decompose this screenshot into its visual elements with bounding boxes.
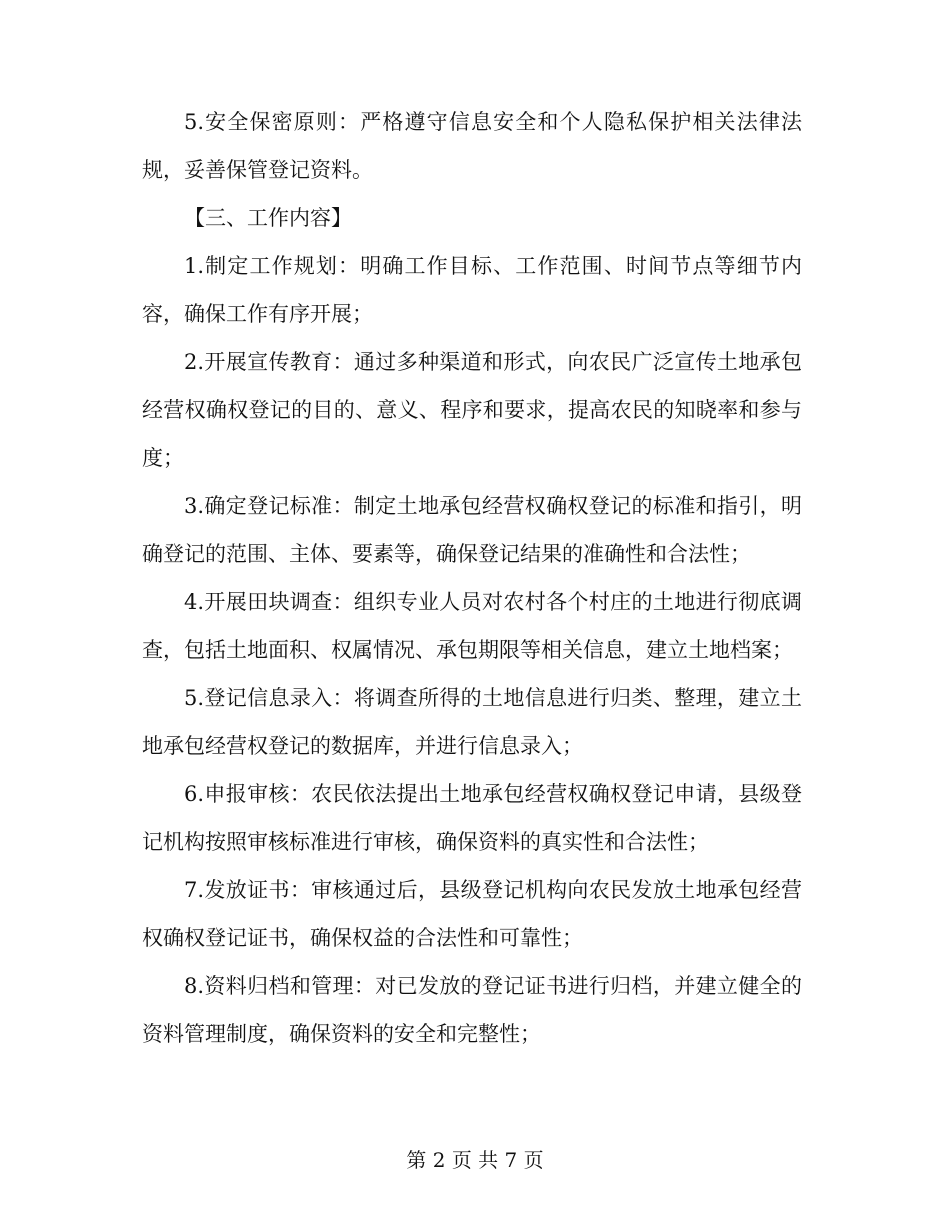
paragraph-work-plan: 1.制定工作规划：明确工作目标、工作范围、时间节点等细节内容，确保工作有序开展；: [142, 254, 802, 326]
paragraph-application-review: 6.申报审核：农民依法提出土地承包经营权确权登记申请，县级登记机构按照审核标准进行审核，确保资料的真实性和合法性；: [142, 782, 802, 854]
page-number-footer: 第 2 页 共 7 页: [406, 1148, 544, 1172]
paragraph-registration-standard: 3.确定登记标准：制定土地承包经营权确权登记的标准和指引，明确登记的范围、主体、要素等，确保登记结果的准确性和合法性；: [142, 494, 802, 566]
paragraph-archive-management: 8.资料归档和管理：对已发放的登记证书进行归档，并建立健全的资料管理制度，确保资料的安全和完整性；: [142, 974, 802, 1046]
paragraph-data-entry: 5.登记信息录入：将调查所得的土地信息进行归类、整理，建立土地承包经营权登记的数据库，并进行信息录入；: [142, 686, 802, 758]
paragraph-security-principle: 5.安全保密原则：严格遵守信息安全和个人隐私保护相关法律法规，妥善保管登记资料。: [142, 110, 802, 182]
document-body: [142, 98, 802, 1058]
paragraph-certificate-issuance: 7.发放证书：审核通过后，县级登记机构向农民发放土地承包经营权确权登记证书，确保权益的合法性和可靠性；: [142, 878, 802, 950]
paragraph-field-survey: 4.开展田块调查：组织专业人员对农村各个村庄的土地进行彻底调查，包括土地面积、权属情况、承包期限等相关信息，建立土地档案；: [142, 590, 802, 662]
section-heading-work-content: 【三、工作内容】: [184, 206, 352, 230]
paragraph-publicity-education: 2.开展宣传教育：通过多种渠道和形式，向农民广泛宣传土地承包经营权确权登记的目的、意义、程序和要求，提高农民的知晓率和参与度；: [142, 350, 802, 470]
